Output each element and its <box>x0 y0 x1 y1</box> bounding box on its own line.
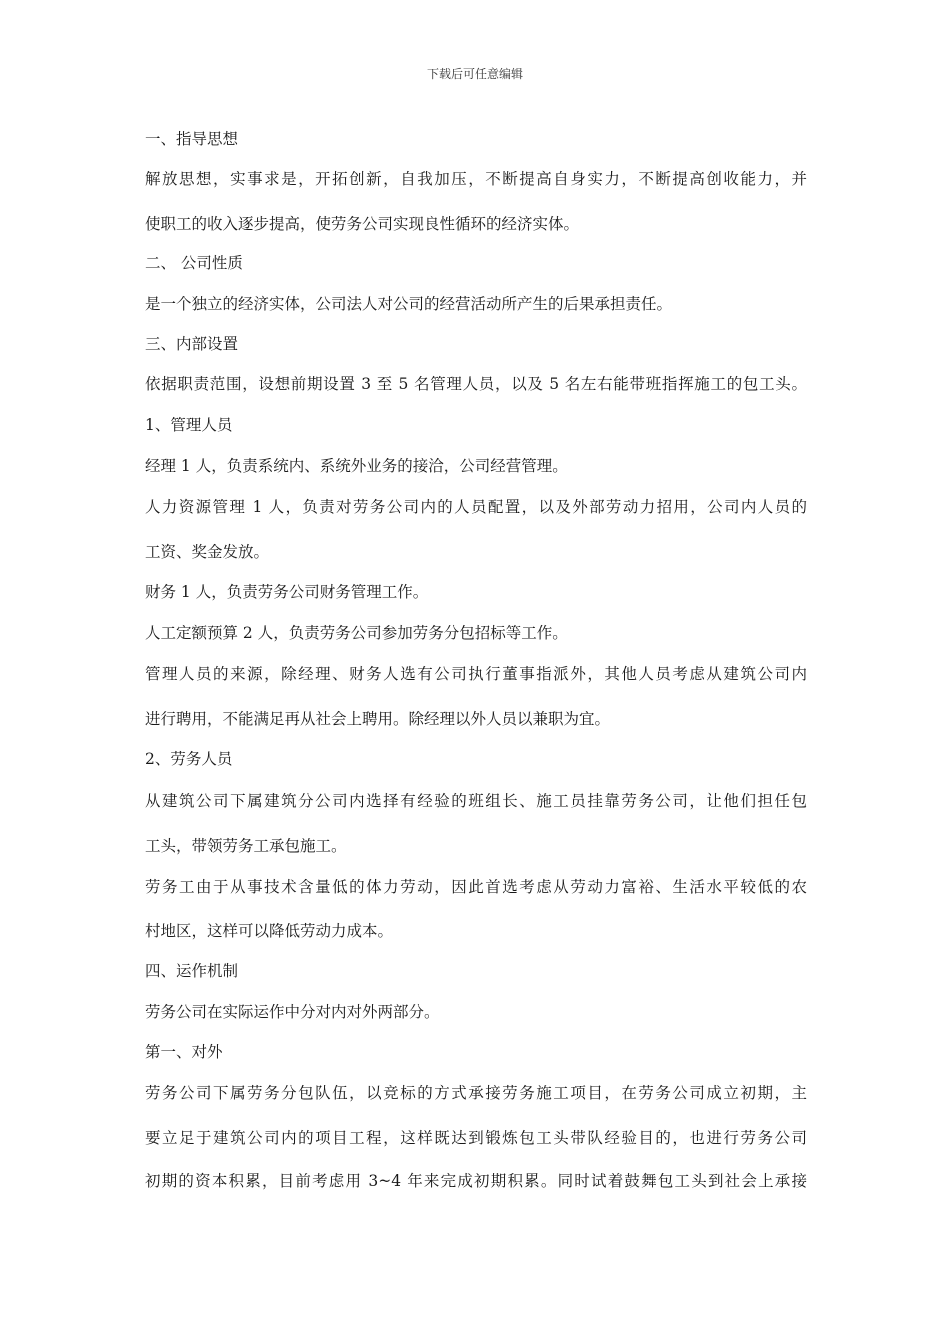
subheading-external: 第一、对外 <box>145 1043 223 1061</box>
heading-operation-mechanism: 四、运作机制 <box>145 962 239 980</box>
paragraph-line: 村地区，这样可以降低劳动力成本。 <box>145 922 394 940</box>
paragraph-line: 解放思想，实事求是，开拓创新，自我加压，不断提高自身实力，不断提高创收能力，并 <box>145 170 807 188</box>
paragraph-line: 经理 1 人，负责系统内、系统外业务的接洽，公司经营管理。 <box>145 457 568 475</box>
paragraph-line: 使职工的收入逐步提高，使劳务公司实现良性循环的经济实体。 <box>145 215 580 233</box>
paragraph-line: 管理人员的来源，除经理、财务人选有公司执行董事指派外，其他人员考虑从建筑公司内 <box>145 665 807 683</box>
paragraph-line: 人力资源管理 1 人，负责对劳务公司内的人员配置，以及外部劳动力招用，公司内人员的 <box>145 498 807 516</box>
heading-internal-setup: 三、内部设置 <box>145 335 239 353</box>
paragraph-line: 劳务公司在实际运作中分对内对外两部分。 <box>145 1003 440 1021</box>
subheading-labor-staff: 2、劳务人员 <box>145 750 233 768</box>
paragraph-line: 工头，带领劳务工承包施工。 <box>145 837 347 855</box>
paragraph-line: 是一个独立的经济实体，公司法人对公司的经营活动所产生的后果承担责任。 <box>145 295 673 313</box>
paragraph-line: 依据职责范围，设想前期设置 3 至 5 名管理人员，以及 5 名左右能带班指挥施工的包工头。 <box>145 375 807 393</box>
paragraph-line: 工资、奖金发放。 <box>145 543 270 561</box>
paragraph-line: 人工定额预算 2 人，负责劳务公司参加劳务分包招标等工作。 <box>145 624 568 642</box>
paragraph-line: 从建筑公司下属建筑分公司内选择有经验的班组长、施工员挂靠劳务公司，让他们担任包 <box>145 792 807 810</box>
heading-company-nature: 二、 公司性质 <box>145 254 243 272</box>
paragraph-line: 进行聘用，不能满足再从社会上聘用。除经理以外人员以兼职为宜。 <box>145 710 611 728</box>
paragraph-line: 要立足于建筑公司内的项目工程，这样既达到锻炼包工头带队经验目的，也进行劳务公司 <box>145 1129 807 1147</box>
paragraph-line: 劳务公司下属劳务分包队伍，以竞标的方式承接劳务施工项目，在劳务公司成立初期，主 <box>145 1084 807 1102</box>
paragraph-line: 初期的资本积累，目前考虑用 3~4 年来完成初期积累。同时试着鼓舞包工头到社会上承接 <box>145 1172 807 1190</box>
heading-guiding-ideology: 一、指导思想 <box>145 130 239 148</box>
subheading-management-staff: 1、管理人员 <box>145 416 233 434</box>
page-header: 下载后可任意编辑 <box>426 67 523 81</box>
paragraph-line: 财务 1 人，负责劳务公司财务管理工作。 <box>145 583 429 601</box>
paragraph-line: 劳务工由于从事技术含量低的体力劳动，因此首选考虑从劳动力富裕、生活水平较低的农 <box>145 878 807 896</box>
